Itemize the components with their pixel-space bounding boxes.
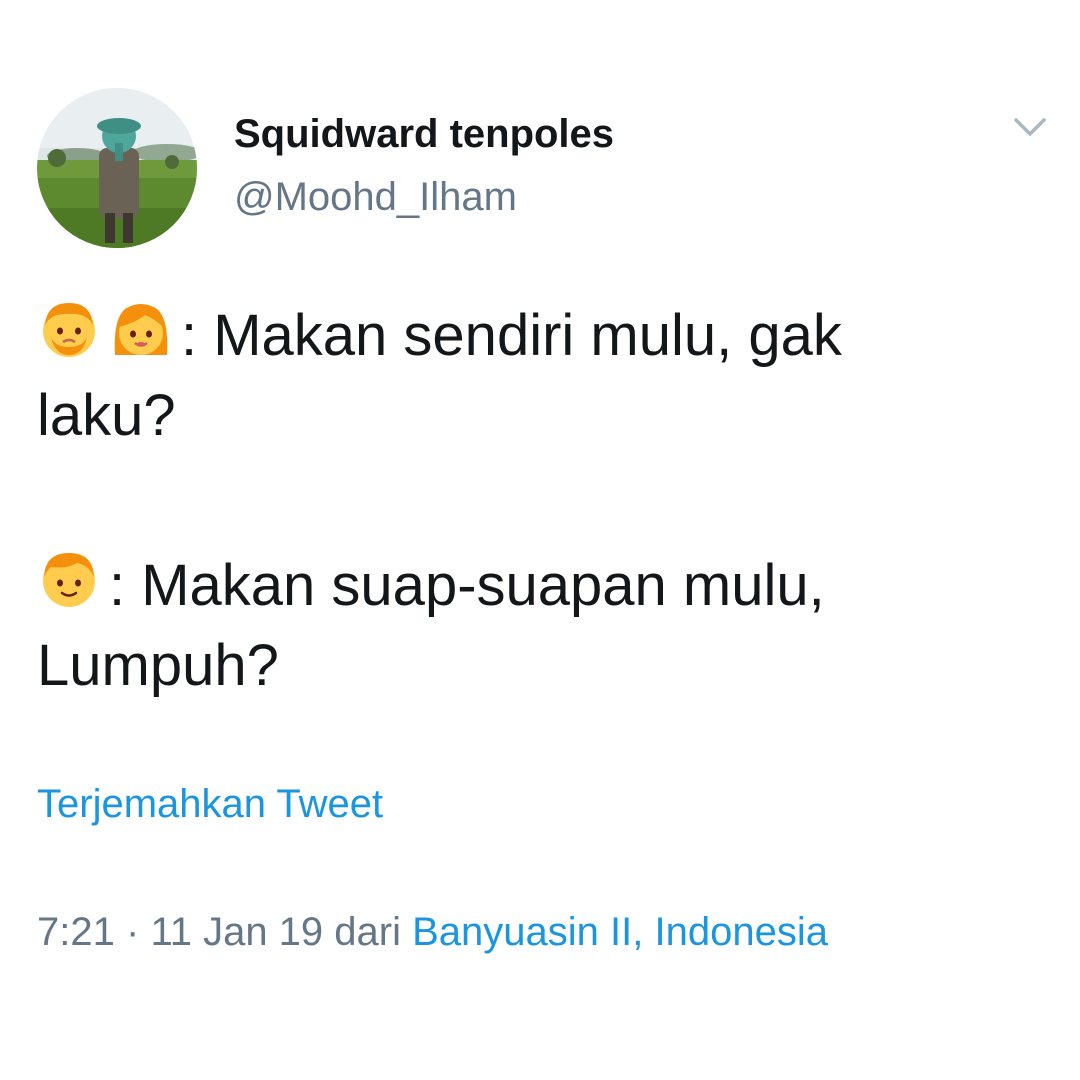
meta-from-label: dari — [334, 910, 401, 954]
tweet-date[interactable]: 11 Jan 19 — [150, 910, 324, 954]
user-handle[interactable]: @Moohd_Ilham — [234, 175, 517, 219]
man-emoji — [37, 297, 101, 361]
tweet-text — [37, 296, 1037, 706]
tweet-line — [37, 546, 1037, 626]
boy-emoji — [37, 547, 101, 611]
tweet-line: laku? — [37, 383, 176, 448]
tweet-meta — [37, 910, 828, 955]
avatar-photo — [37, 88, 197, 248]
tweet-location-link[interactable]: Banyuasin II, Indonesia — [412, 910, 828, 954]
chevron-down-icon[interactable] — [1010, 112, 1050, 142]
woman-emoji — [109, 297, 173, 361]
paragraph-gap — [37, 456, 1037, 546]
translate-tweet-link[interactable]: Terjemahkan Tweet — [37, 782, 384, 826]
tweet-line: Lumpuh? — [37, 633, 279, 698]
tweet-line-3-text: : Makan suap-suapan mulu, — [109, 553, 825, 618]
display-name[interactable]: Squidward tenpoles — [234, 112, 615, 156]
tweet-line-1-text: : Makan sendiri mulu, gak — [181, 303, 842, 368]
meta-separator: · — [125, 910, 140, 954]
tweet-line — [37, 296, 1037, 376]
avatar[interactable] — [37, 88, 197, 248]
tweet-time[interactable]: 7:21 — [37, 910, 115, 954]
